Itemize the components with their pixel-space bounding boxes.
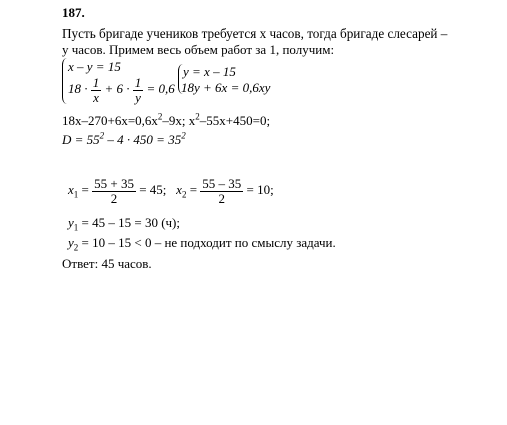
- discriminant-line: $D = 55^2 - 4 \cdot 450 = 35^2$: [62, 130, 186, 147]
- fraction-1-over-x: $\frac{1}{x}$: [92, 75, 100, 105]
- y2-line: $y_2 = 10 - 15 < 0$ – не подходит по смыслу задачи.: [68, 235, 336, 253]
- x2-fraction: $\frac{55 - 35}{2}$: [202, 176, 242, 206]
- x1-fraction: $\frac{55 + 35}{2}$: [94, 176, 134, 206]
- system-1-eq1: x – y = 15: [68, 59, 121, 74]
- system-2-eq2: 18y + 6x = 0,6xy: [181, 80, 271, 95]
- fraction-1-over-y: $\frac{1}{y}$: [134, 75, 142, 105]
- intro-line-2: y часов. Примем весь объем работ за 1, получим:: [62, 42, 335, 57]
- eq2-part-b: + 6 ·: [104, 81, 130, 97]
- quadratic-line: $18x-270+6x=0,6x^2-9x$; $x^2-55x+450=0$;: [62, 111, 271, 128]
- eq2-part-a: 18 ·: [68, 81, 88, 97]
- system-1-eq2: [68, 76, 175, 104]
- y1-line: $y_1 = 45 - 15 = 30$ (ч);: [68, 215, 181, 233]
- roots-line: $x_1$ = $\frac{55 + 35}{2}$ = 45; $x_2$ = $\frac{55 - 35}{2}$ = 10;: [68, 176, 274, 206]
- eq2-part-c: = 0,6: [146, 81, 175, 97]
- answer-line: Ответ: 45 часов.: [62, 256, 152, 271]
- system-1-brace: [62, 58, 67, 104]
- problem-number: 187.: [62, 5, 85, 20]
- system-2-eq1: y = x – 15: [183, 64, 236, 79]
- intro-line-1: Пусть бригаде учеников требуется x часов, тогда бригаде слесарей –: [62, 26, 448, 41]
